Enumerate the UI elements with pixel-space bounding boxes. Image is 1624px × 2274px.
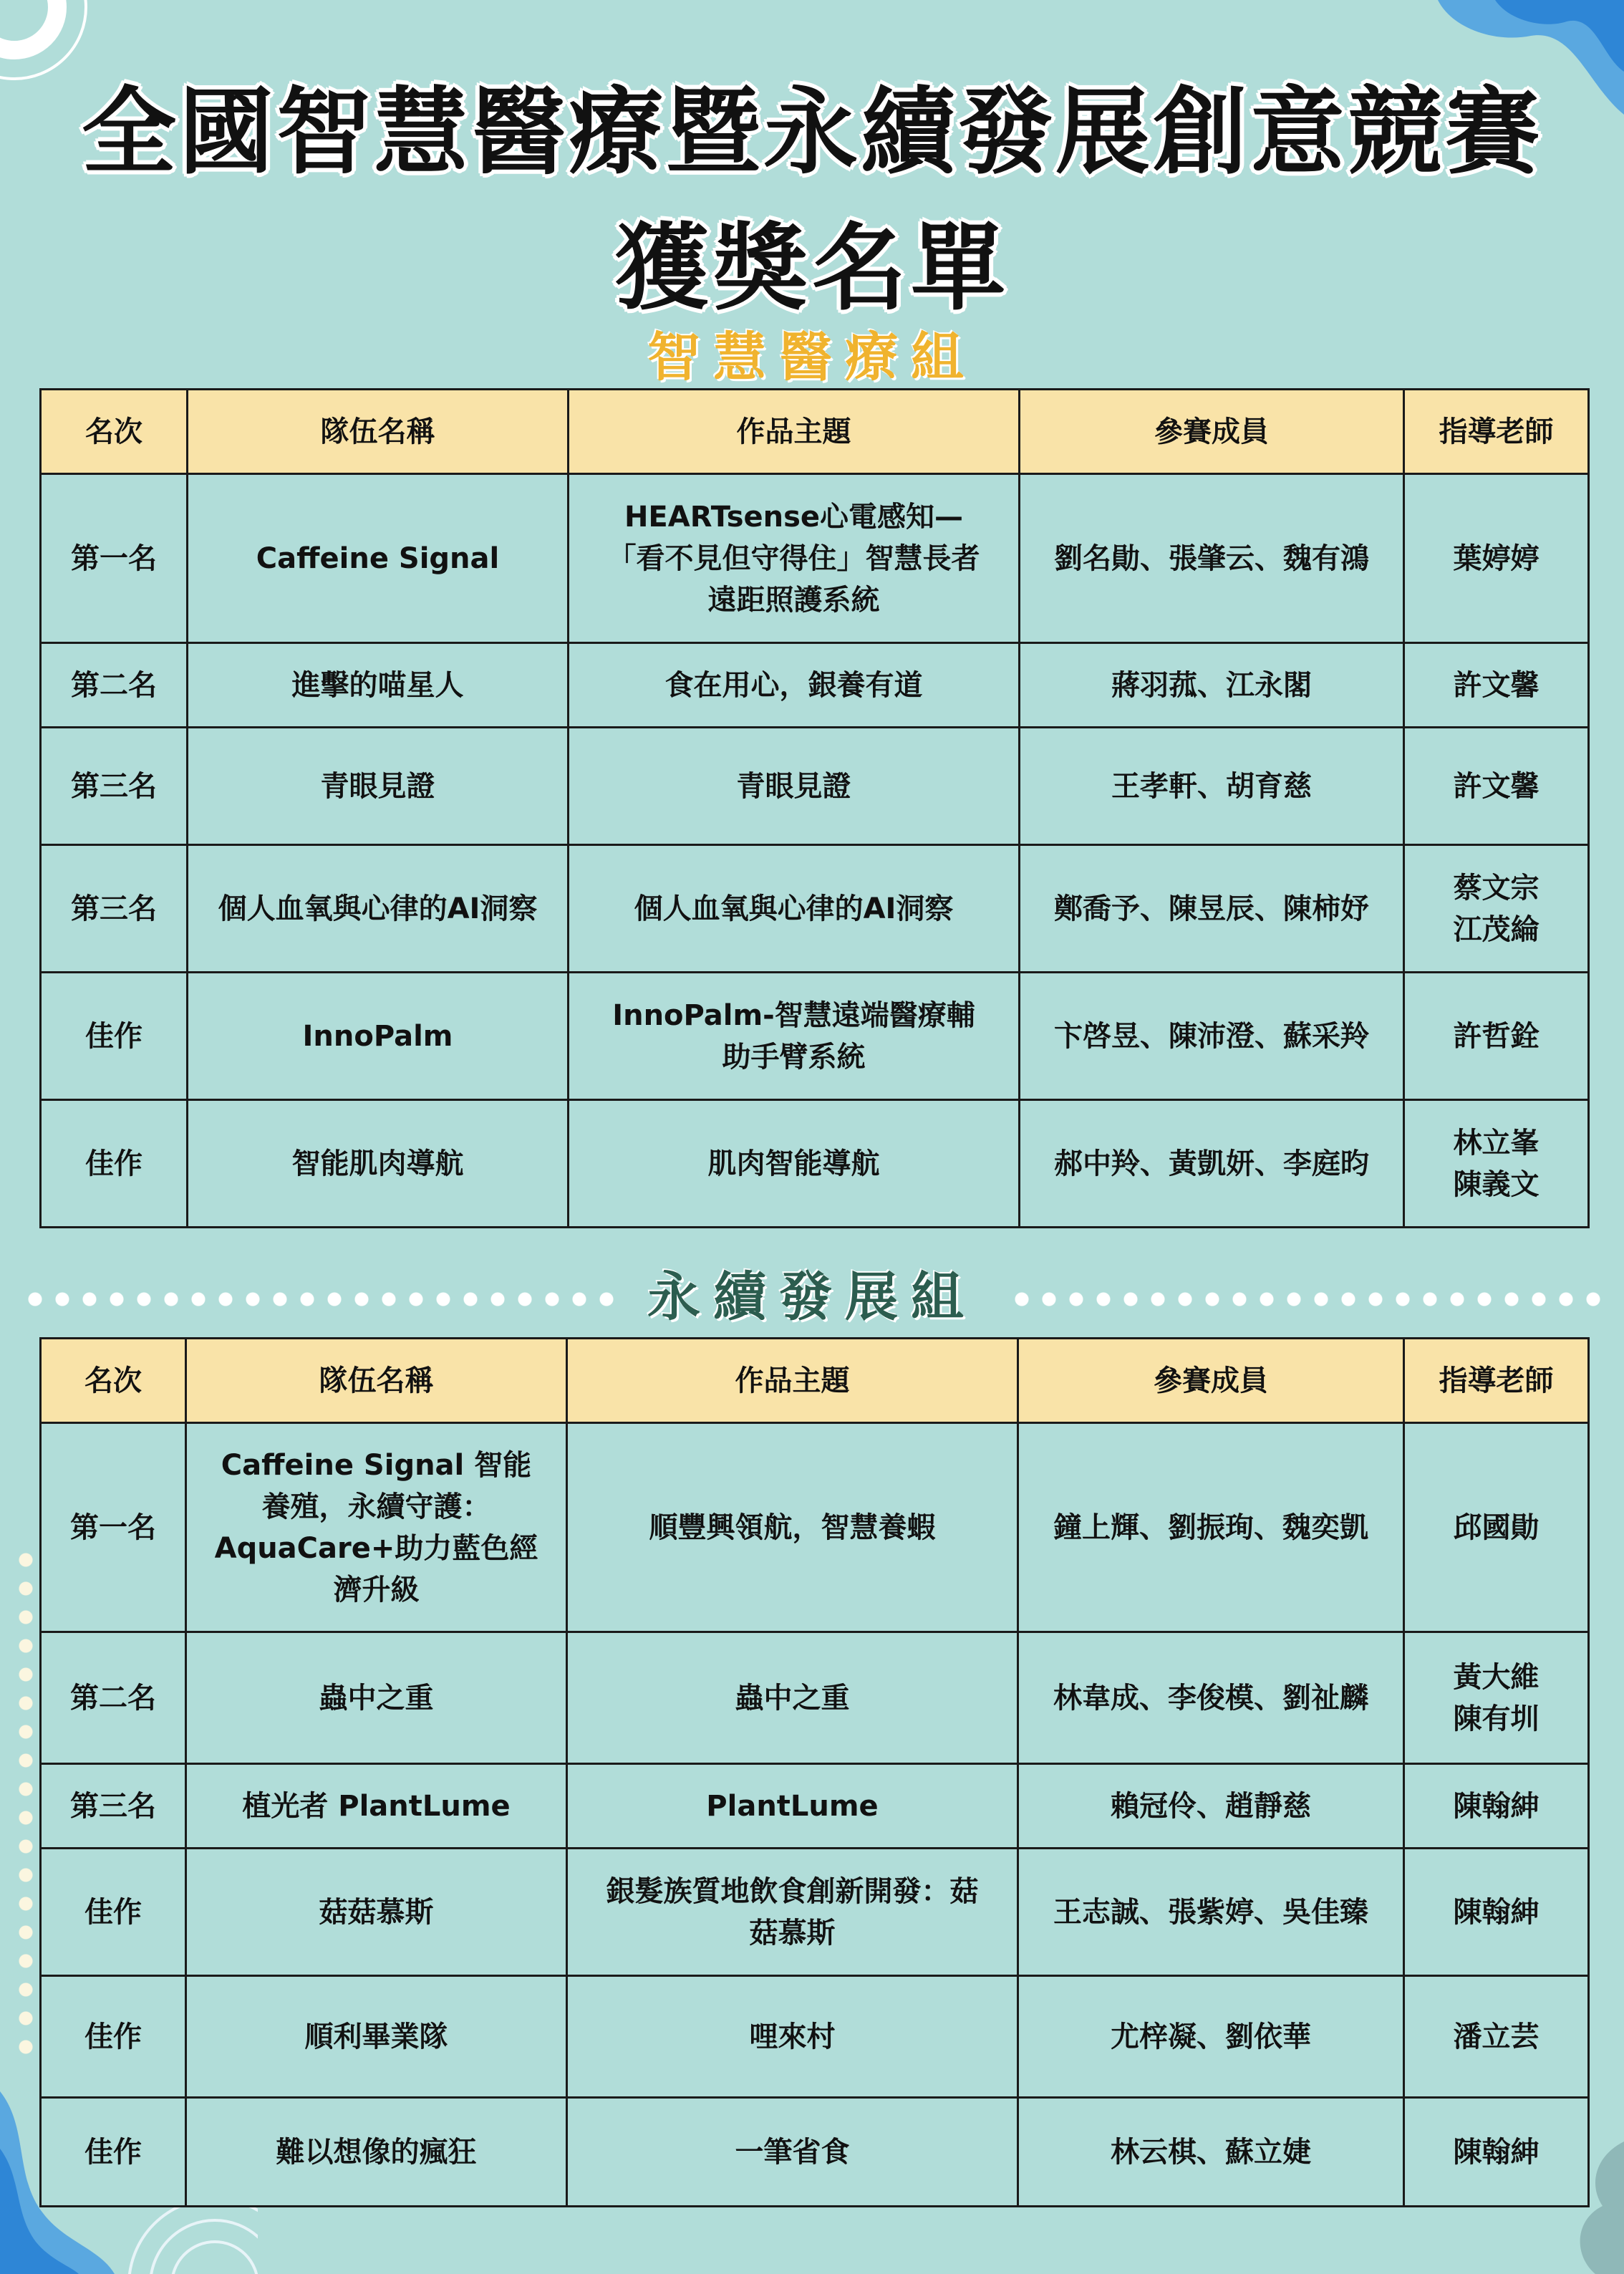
page-title: 全國智慧醫療暨永續發展創意競賽 bbox=[82, 77, 1542, 188]
rank-cell: 第二名 bbox=[41, 1632, 186, 1764]
table-row bbox=[41, 474, 1589, 643]
team-line: 進擊的喵星人 bbox=[291, 668, 464, 702]
members-cell: 林云棋、蘇立婕 bbox=[1018, 2098, 1404, 2207]
team-cell bbox=[186, 1423, 567, 1632]
team-cell bbox=[186, 1976, 567, 2098]
topic-line: InnoPalm-智慧遠端醫療輔 bbox=[612, 998, 975, 1032]
rank-cell: 佳作 bbox=[41, 1976, 186, 2098]
team-cell bbox=[186, 1764, 567, 1849]
advisor-line: 陳翰紳 bbox=[1453, 2135, 1540, 2169]
advisor-line: 黃大維 bbox=[1453, 1660, 1540, 1694]
topic-line: 菇慕斯 bbox=[749, 1916, 836, 1950]
team-line: AquaCare+助力藍色經 bbox=[214, 1531, 538, 1565]
advisor-line: 邱國勛 bbox=[1453, 1511, 1540, 1544]
advisor-line: 江茂綸 bbox=[1453, 912, 1540, 946]
advisor-line: 許文馨 bbox=[1453, 668, 1540, 702]
team-line: 菇菇慕斯 bbox=[319, 1895, 434, 1929]
rank-cell: 第一名 bbox=[41, 1423, 186, 1632]
header-rank: 名次 bbox=[41, 390, 188, 474]
table-row bbox=[41, 2098, 1589, 2207]
table-row bbox=[41, 728, 1589, 845]
team-line: InnoPalm bbox=[302, 1019, 453, 1053]
team-cell bbox=[188, 973, 569, 1100]
team-cell bbox=[188, 845, 569, 973]
topic-cell bbox=[569, 973, 1020, 1100]
advisor-line: 林立峯 bbox=[1453, 1126, 1540, 1160]
team-line: 植光者 PlantLume bbox=[242, 1789, 511, 1823]
rank-cell: 第三名 bbox=[41, 845, 188, 973]
table-header-row bbox=[41, 390, 1589, 474]
header-topic: 作品主題 bbox=[567, 1339, 1018, 1423]
table-row bbox=[41, 1100, 1589, 1228]
advisor-line: 潘立芸 bbox=[1453, 2020, 1540, 2053]
header-rank: 名次 bbox=[41, 1339, 186, 1423]
advisor-cell bbox=[1404, 1764, 1589, 1849]
table-row bbox=[41, 1764, 1589, 1849]
team-line: 青眼見證 bbox=[320, 769, 435, 803]
header-topic: 作品主題 bbox=[569, 390, 1020, 474]
rank-cell: 佳作 bbox=[41, 1100, 188, 1228]
team-line: 濟升級 bbox=[333, 1573, 420, 1606]
topic-cell bbox=[569, 845, 1020, 973]
awards-table-smart-healthcare bbox=[39, 388, 1590, 1228]
advisor-line: 陳有圳 bbox=[1453, 1702, 1540, 1735]
table-header-row bbox=[41, 1339, 1589, 1423]
advisor-line: 葉婷婷 bbox=[1453, 541, 1540, 575]
members-cell: 卞啓昱、陳沛澄、蘇采羚 bbox=[1020, 973, 1404, 1100]
team-line: 順利畢業隊 bbox=[304, 2020, 448, 2053]
section-title-smart-healthcare: 智慧醫療組 bbox=[647, 327, 977, 388]
topic-line: 青眼見證 bbox=[736, 769, 851, 803]
members-cell: 尤梓凝、劉依華 bbox=[1018, 1976, 1404, 2098]
advisor-cell bbox=[1404, 1849, 1589, 1976]
topic-cell bbox=[567, 1976, 1018, 2098]
members-cell: 王志誠、張紫婷、吳佳臻 bbox=[1018, 1849, 1404, 1976]
table-row bbox=[41, 973, 1589, 1100]
members-cell: 林韋成、李俊模、劉祉麟 bbox=[1018, 1632, 1404, 1764]
rank-cell: 佳作 bbox=[41, 2098, 186, 2207]
header-members: 參賽成員 bbox=[1018, 1339, 1404, 1423]
topic-line: 順豐興領航，智慧養蝦 bbox=[649, 1511, 936, 1544]
topic-line: 「看不見但守得住」智慧長者 bbox=[607, 541, 980, 575]
topic-line: PlantLume bbox=[706, 1789, 879, 1823]
members-cell: 鄭喬予、陳昱辰、陳柿妤 bbox=[1020, 845, 1404, 973]
topic-cell bbox=[569, 1100, 1020, 1228]
topic-line: 哩來村 bbox=[749, 2020, 836, 2053]
team-cell bbox=[188, 1100, 569, 1228]
advisor-line: 陳義文 bbox=[1453, 1167, 1540, 1201]
vertical-dot-divider bbox=[19, 1546, 33, 2061]
topic-line: 肌肉智能導航 bbox=[707, 1147, 880, 1180]
members-cell: 賴冠伶、趙靜慈 bbox=[1018, 1764, 1404, 1849]
members-cell: 鐘上輝、劉振珣、魏奕凱 bbox=[1018, 1423, 1404, 1632]
topic-line: 蟲中之重 bbox=[735, 1681, 850, 1715]
team-cell bbox=[186, 2098, 567, 2207]
advisor-line: 陳翰紳 bbox=[1453, 1895, 1540, 1929]
advisor-cell bbox=[1404, 2098, 1589, 2207]
team-line: Caffeine Signal bbox=[256, 541, 500, 575]
advisor-cell bbox=[1404, 973, 1589, 1100]
topic-cell bbox=[567, 1632, 1018, 1764]
team-line: Caffeine Signal 智能 bbox=[221, 1448, 532, 1482]
team-cell bbox=[186, 1632, 567, 1764]
header-team: 隊伍名稱 bbox=[188, 390, 569, 474]
section-title-sustainable-development: 永續發展組 bbox=[647, 1266, 977, 1328]
advisor-cell bbox=[1404, 728, 1589, 845]
members-cell: 劉名勛、張肇云、魏有鴻 bbox=[1020, 474, 1404, 643]
table-row bbox=[41, 845, 1589, 973]
table-row bbox=[41, 1849, 1589, 1976]
advisor-line: 許哲銓 bbox=[1453, 1019, 1540, 1053]
header-advisor: 指導老師 bbox=[1404, 390, 1589, 474]
team-line: 難以想像的瘋狂 bbox=[276, 2135, 477, 2169]
awards-table-sustainable-development bbox=[39, 1337, 1590, 2207]
advisor-cell bbox=[1404, 1423, 1589, 1632]
team-cell bbox=[188, 474, 569, 643]
topic-cell bbox=[567, 2098, 1018, 2207]
advisor-line: 陳翰紳 bbox=[1453, 1789, 1540, 1823]
topic-line: 食在用心，銀養有道 bbox=[664, 668, 923, 702]
team-cell bbox=[188, 643, 569, 728]
members-cell: 蔣羽菰、江永閣 bbox=[1020, 643, 1404, 728]
header-advisor: 指導老師 bbox=[1404, 1339, 1589, 1423]
rank-cell: 第三名 bbox=[41, 1764, 186, 1849]
rank-cell: 佳作 bbox=[41, 1849, 186, 1976]
table-row bbox=[41, 1423, 1589, 1632]
topic-line: 個人血氧與心律的AI洞察 bbox=[634, 892, 954, 925]
advisor-line: 許文馨 bbox=[1453, 769, 1540, 803]
topic-cell bbox=[567, 1764, 1018, 1849]
header-members: 參賽成員 bbox=[1020, 390, 1404, 474]
topic-line: 助手臂系統 bbox=[722, 1040, 866, 1074]
rank-cell: 第三名 bbox=[41, 728, 188, 845]
header-team: 隊伍名稱 bbox=[186, 1339, 567, 1423]
topic-cell bbox=[569, 643, 1020, 728]
advisor-cell bbox=[1404, 1976, 1589, 2098]
advisor-cell bbox=[1404, 1632, 1589, 1764]
advisor-cell bbox=[1404, 643, 1589, 728]
rank-cell: 第二名 bbox=[41, 643, 188, 728]
team-cell bbox=[188, 728, 569, 845]
table-row bbox=[41, 643, 1589, 728]
members-cell: 王孝軒、胡育慈 bbox=[1020, 728, 1404, 845]
rank-cell: 第一名 bbox=[41, 474, 188, 643]
topic-line: 一筆省食 bbox=[735, 2135, 850, 2169]
topic-cell bbox=[567, 1423, 1018, 1632]
advisor-cell bbox=[1404, 1100, 1589, 1228]
topic-line: HEARTsense心電感知— bbox=[624, 500, 964, 534]
team-line: 養殖，永續守護： bbox=[261, 1490, 491, 1523]
team-cell bbox=[186, 1849, 567, 1976]
advisor-cell bbox=[1404, 474, 1589, 643]
topic-cell bbox=[567, 1849, 1018, 1976]
advisor-line: 蔡文宗 bbox=[1453, 871, 1540, 905]
topic-line: 銀髮族質地飲食創新開發：菇 bbox=[606, 1874, 979, 1908]
team-line: 蟲中之重 bbox=[319, 1681, 434, 1715]
table-row bbox=[41, 1632, 1589, 1764]
rank-cell: 佳作 bbox=[41, 973, 188, 1100]
advisor-cell bbox=[1404, 845, 1589, 973]
topic-cell bbox=[569, 474, 1020, 643]
page-subtitle: 獲獎名單 bbox=[614, 213, 1010, 324]
topic-cell bbox=[569, 728, 1020, 845]
table-row bbox=[41, 1976, 1589, 2098]
team-line: 個人血氧與心律的AI洞察 bbox=[218, 892, 538, 925]
members-cell: 郝中羚、黃凱妍、李庭昀 bbox=[1020, 1100, 1404, 1228]
team-line: 智能肌肉導航 bbox=[291, 1147, 464, 1180]
topic-line: 遠距照護系統 bbox=[707, 583, 880, 617]
